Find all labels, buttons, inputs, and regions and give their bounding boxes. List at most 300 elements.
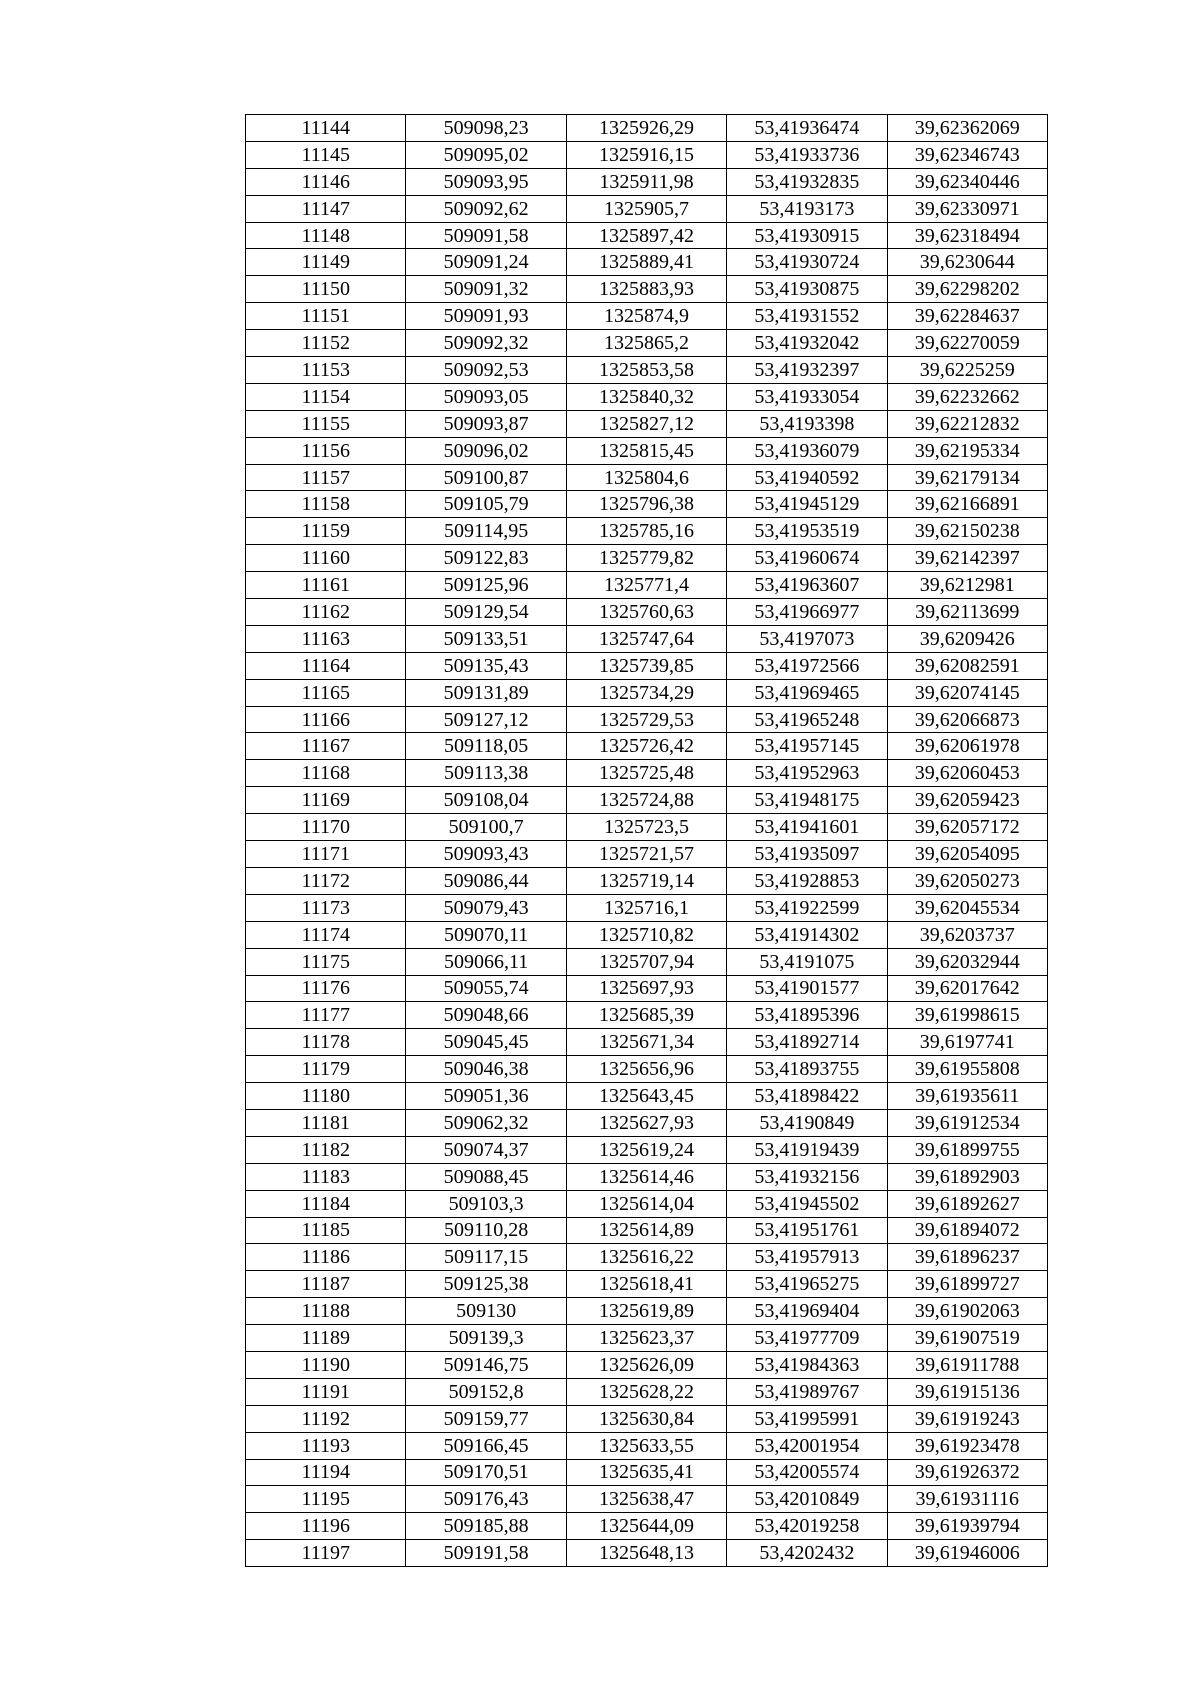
x-coordinate-cell: 509074,37 bbox=[406, 1136, 566, 1163]
latitude-cell: 53,41984363 bbox=[727, 1351, 887, 1378]
y-coordinate-cell: 1325796,38 bbox=[566, 491, 726, 518]
table-row bbox=[246, 410, 1048, 437]
y-coordinate-cell: 1325889,41 bbox=[566, 249, 726, 276]
point-number-cell: 11185 bbox=[246, 1217, 406, 1244]
y-coordinate-cell: 1325671,34 bbox=[566, 1029, 726, 1056]
x-coordinate-cell: 509105,79 bbox=[406, 491, 566, 518]
longitude-cell: 39,61923478 bbox=[887, 1432, 1047, 1459]
longitude-cell: 39,62142397 bbox=[887, 545, 1047, 572]
x-coordinate-cell: 509051,36 bbox=[406, 1083, 566, 1110]
table-row bbox=[246, 1351, 1048, 1378]
point-number-cell: 11172 bbox=[246, 867, 406, 894]
table-row bbox=[246, 1432, 1048, 1459]
y-coordinate-cell: 1325874,9 bbox=[566, 303, 726, 330]
y-coordinate-cell: 1325719,14 bbox=[566, 867, 726, 894]
longitude-cell: 39,62195334 bbox=[887, 437, 1047, 464]
x-coordinate-cell: 509114,95 bbox=[406, 518, 566, 545]
point-number-cell: 11157 bbox=[246, 464, 406, 491]
longitude-cell: 39,61899755 bbox=[887, 1136, 1047, 1163]
y-coordinate-cell: 1325633,55 bbox=[566, 1432, 726, 1459]
latitude-cell: 53,41948175 bbox=[727, 787, 887, 814]
y-coordinate-cell: 1325648,13 bbox=[566, 1540, 726, 1567]
point-number-cell: 11182 bbox=[246, 1136, 406, 1163]
latitude-cell: 53,41893755 bbox=[727, 1056, 887, 1083]
latitude-cell: 53,41960674 bbox=[727, 545, 887, 572]
table-row bbox=[246, 1136, 1048, 1163]
x-coordinate-cell: 509139,3 bbox=[406, 1325, 566, 1352]
y-coordinate-cell: 1325911,98 bbox=[566, 168, 726, 195]
table-row bbox=[246, 115, 1048, 142]
y-coordinate-cell: 1325643,45 bbox=[566, 1083, 726, 1110]
longitude-cell: 39,62362069 bbox=[887, 115, 1047, 142]
point-number-cell: 11189 bbox=[246, 1325, 406, 1352]
x-coordinate-cell: 509133,51 bbox=[406, 625, 566, 652]
x-coordinate-cell: 509130 bbox=[406, 1298, 566, 1325]
y-coordinate-cell: 1325635,41 bbox=[566, 1459, 726, 1486]
x-coordinate-cell: 509100,87 bbox=[406, 464, 566, 491]
y-coordinate-cell: 1325804,6 bbox=[566, 464, 726, 491]
table-row bbox=[246, 464, 1048, 491]
latitude-cell: 53,41977709 bbox=[727, 1325, 887, 1352]
latitude-cell: 53,41930875 bbox=[727, 276, 887, 303]
x-coordinate-cell: 509079,43 bbox=[406, 894, 566, 921]
table-row bbox=[246, 1002, 1048, 1029]
point-number-cell: 11181 bbox=[246, 1109, 406, 1136]
x-coordinate-cell: 509096,02 bbox=[406, 437, 566, 464]
longitude-cell: 39,62330971 bbox=[887, 195, 1047, 222]
latitude-cell: 53,41965248 bbox=[727, 706, 887, 733]
latitude-cell: 53,41931552 bbox=[727, 303, 887, 330]
x-coordinate-cell: 509086,44 bbox=[406, 867, 566, 894]
point-number-cell: 11148 bbox=[246, 222, 406, 249]
table-row bbox=[246, 1540, 1048, 1567]
point-number-cell: 11183 bbox=[246, 1163, 406, 1190]
point-number-cell: 11177 bbox=[246, 1002, 406, 1029]
longitude-cell: 39,62050273 bbox=[887, 867, 1047, 894]
latitude-cell: 53,41933054 bbox=[727, 383, 887, 410]
table-row bbox=[246, 599, 1048, 626]
x-coordinate-cell: 509091,24 bbox=[406, 249, 566, 276]
point-number-cell: 11174 bbox=[246, 921, 406, 948]
longitude-cell: 39,6230644 bbox=[887, 249, 1047, 276]
x-coordinate-cell: 509088,45 bbox=[406, 1163, 566, 1190]
y-coordinate-cell: 1325707,94 bbox=[566, 948, 726, 975]
latitude-cell: 53,41932156 bbox=[727, 1163, 887, 1190]
table-row bbox=[246, 841, 1048, 868]
latitude-cell: 53,41930724 bbox=[727, 249, 887, 276]
y-coordinate-cell: 1325697,93 bbox=[566, 975, 726, 1002]
longitude-cell: 39,62166891 bbox=[887, 491, 1047, 518]
y-coordinate-cell: 1325644,09 bbox=[566, 1513, 726, 1540]
y-coordinate-cell: 1325747,64 bbox=[566, 625, 726, 652]
longitude-cell: 39,62060453 bbox=[887, 760, 1047, 787]
y-coordinate-cell: 1325626,09 bbox=[566, 1351, 726, 1378]
table-row bbox=[246, 625, 1048, 652]
longitude-cell: 39,61939794 bbox=[887, 1513, 1047, 1540]
longitude-cell: 39,62318494 bbox=[887, 222, 1047, 249]
table-row bbox=[246, 249, 1048, 276]
x-coordinate-cell: 509176,43 bbox=[406, 1486, 566, 1513]
point-number-cell: 11147 bbox=[246, 195, 406, 222]
longitude-cell: 39,61915136 bbox=[887, 1378, 1047, 1405]
longitude-cell: 39,61935611 bbox=[887, 1083, 1047, 1110]
latitude-cell: 53,41901577 bbox=[727, 975, 887, 1002]
x-coordinate-cell: 509066,11 bbox=[406, 948, 566, 975]
point-number-cell: 11176 bbox=[246, 975, 406, 1002]
y-coordinate-cell: 1325840,32 bbox=[566, 383, 726, 410]
point-number-cell: 11187 bbox=[246, 1271, 406, 1298]
point-number-cell: 11190 bbox=[246, 1351, 406, 1378]
point-number-cell: 11153 bbox=[246, 357, 406, 384]
y-coordinate-cell: 1325785,16 bbox=[566, 518, 726, 545]
y-coordinate-cell: 1325618,41 bbox=[566, 1271, 726, 1298]
latitude-cell: 53,41922599 bbox=[727, 894, 887, 921]
x-coordinate-cell: 509091,32 bbox=[406, 276, 566, 303]
longitude-cell: 39,61899727 bbox=[887, 1271, 1047, 1298]
table-row bbox=[246, 1271, 1048, 1298]
longitude-cell: 39,6212981 bbox=[887, 572, 1047, 599]
point-number-cell: 11149 bbox=[246, 249, 406, 276]
coordinates-table-body bbox=[246, 115, 1048, 1567]
y-coordinate-cell: 1325729,53 bbox=[566, 706, 726, 733]
point-number-cell: 11155 bbox=[246, 410, 406, 437]
x-coordinate-cell: 509170,51 bbox=[406, 1459, 566, 1486]
table-row bbox=[246, 195, 1048, 222]
x-coordinate-cell: 509122,83 bbox=[406, 545, 566, 572]
point-number-cell: 11186 bbox=[246, 1244, 406, 1271]
longitude-cell: 39,62059423 bbox=[887, 787, 1047, 814]
y-coordinate-cell: 1325619,89 bbox=[566, 1298, 726, 1325]
x-coordinate-cell: 509152,8 bbox=[406, 1378, 566, 1405]
x-coordinate-cell: 509100,7 bbox=[406, 814, 566, 841]
table-row bbox=[246, 357, 1048, 384]
x-coordinate-cell: 509117,15 bbox=[406, 1244, 566, 1271]
longitude-cell: 39,61911788 bbox=[887, 1351, 1047, 1378]
table-row bbox=[246, 1378, 1048, 1405]
point-number-cell: 11166 bbox=[246, 706, 406, 733]
point-number-cell: 11165 bbox=[246, 679, 406, 706]
table-row bbox=[246, 679, 1048, 706]
y-coordinate-cell: 1325721,57 bbox=[566, 841, 726, 868]
longitude-cell: 39,62082591 bbox=[887, 652, 1047, 679]
latitude-cell: 53,41941601 bbox=[727, 814, 887, 841]
table-row bbox=[246, 141, 1048, 168]
table-row bbox=[246, 1298, 1048, 1325]
x-coordinate-cell: 509108,04 bbox=[406, 787, 566, 814]
table-row bbox=[246, 1109, 1048, 1136]
longitude-cell: 39,62054095 bbox=[887, 841, 1047, 868]
latitude-cell: 53,41936474 bbox=[727, 115, 887, 142]
point-number-cell: 11170 bbox=[246, 814, 406, 841]
latitude-cell: 53,41995991 bbox=[727, 1405, 887, 1432]
longitude-cell: 39,62061978 bbox=[887, 733, 1047, 760]
y-coordinate-cell: 1325638,47 bbox=[566, 1486, 726, 1513]
latitude-cell: 53,41969404 bbox=[727, 1298, 887, 1325]
point-number-cell: 11194 bbox=[246, 1459, 406, 1486]
latitude-cell: 53,42019258 bbox=[727, 1513, 887, 1540]
y-coordinate-cell: 1325685,39 bbox=[566, 1002, 726, 1029]
table-row bbox=[246, 975, 1048, 1002]
latitude-cell: 53,41898422 bbox=[727, 1083, 887, 1110]
point-number-cell: 11150 bbox=[246, 276, 406, 303]
y-coordinate-cell: 1325916,15 bbox=[566, 141, 726, 168]
x-coordinate-cell: 509135,43 bbox=[406, 652, 566, 679]
y-coordinate-cell: 1325723,5 bbox=[566, 814, 726, 841]
latitude-cell: 53,41972566 bbox=[727, 652, 887, 679]
point-number-cell: 11144 bbox=[246, 115, 406, 142]
y-coordinate-cell: 1325905,7 bbox=[566, 195, 726, 222]
x-coordinate-cell: 509092,32 bbox=[406, 330, 566, 357]
table-row bbox=[246, 1163, 1048, 1190]
longitude-cell: 39,61902063 bbox=[887, 1298, 1047, 1325]
x-coordinate-cell: 509127,12 bbox=[406, 706, 566, 733]
point-number-cell: 11152 bbox=[246, 330, 406, 357]
y-coordinate-cell: 1325716,1 bbox=[566, 894, 726, 921]
point-number-cell: 11195 bbox=[246, 1486, 406, 1513]
table-row bbox=[246, 330, 1048, 357]
point-number-cell: 11154 bbox=[246, 383, 406, 410]
latitude-cell: 53,4197073 bbox=[727, 625, 887, 652]
table-row bbox=[246, 518, 1048, 545]
point-number-cell: 11167 bbox=[246, 733, 406, 760]
x-coordinate-cell: 509055,74 bbox=[406, 975, 566, 1002]
longitude-cell: 39,61998615 bbox=[887, 1002, 1047, 1029]
table-row bbox=[246, 1190, 1048, 1217]
latitude-cell: 53,41989767 bbox=[727, 1378, 887, 1405]
y-coordinate-cell: 1325779,82 bbox=[566, 545, 726, 572]
table-row bbox=[246, 652, 1048, 679]
y-coordinate-cell: 1325739,85 bbox=[566, 652, 726, 679]
latitude-cell: 53,41957913 bbox=[727, 1244, 887, 1271]
table-row bbox=[246, 1217, 1048, 1244]
longitude-cell: 39,62179134 bbox=[887, 464, 1047, 491]
y-coordinate-cell: 1325656,96 bbox=[566, 1056, 726, 1083]
point-number-cell: 11171 bbox=[246, 841, 406, 868]
y-coordinate-cell: 1325725,48 bbox=[566, 760, 726, 787]
latitude-cell: 53,41945502 bbox=[727, 1190, 887, 1217]
longitude-cell: 39,62017642 bbox=[887, 975, 1047, 1002]
x-coordinate-cell: 509146,75 bbox=[406, 1351, 566, 1378]
table-row bbox=[246, 1486, 1048, 1513]
longitude-cell: 39,62113699 bbox=[887, 599, 1047, 626]
y-coordinate-cell: 1325815,45 bbox=[566, 437, 726, 464]
point-number-cell: 11184 bbox=[246, 1190, 406, 1217]
table-row bbox=[246, 1244, 1048, 1271]
longitude-cell: 39,61894072 bbox=[887, 1217, 1047, 1244]
x-coordinate-cell: 509098,23 bbox=[406, 115, 566, 142]
point-number-cell: 11160 bbox=[246, 545, 406, 572]
latitude-cell: 53,42010849 bbox=[727, 1486, 887, 1513]
table-row bbox=[246, 1083, 1048, 1110]
x-coordinate-cell: 509046,38 bbox=[406, 1056, 566, 1083]
latitude-cell: 53,4191075 bbox=[727, 948, 887, 975]
x-coordinate-cell: 509092,53 bbox=[406, 357, 566, 384]
longitude-cell: 39,61955808 bbox=[887, 1056, 1047, 1083]
table-row bbox=[246, 1459, 1048, 1486]
longitude-cell: 39,62074145 bbox=[887, 679, 1047, 706]
y-coordinate-cell: 1325614,46 bbox=[566, 1163, 726, 1190]
table-row bbox=[246, 787, 1048, 814]
latitude-cell: 53,41928853 bbox=[727, 867, 887, 894]
latitude-cell: 53,41932397 bbox=[727, 357, 887, 384]
latitude-cell: 53,41953519 bbox=[727, 518, 887, 545]
latitude-cell: 53,41892714 bbox=[727, 1029, 887, 1056]
y-coordinate-cell: 1325627,93 bbox=[566, 1109, 726, 1136]
point-number-cell: 11191 bbox=[246, 1378, 406, 1405]
table-row bbox=[246, 1405, 1048, 1432]
longitude-cell: 39,6209426 bbox=[887, 625, 1047, 652]
x-coordinate-cell: 509091,58 bbox=[406, 222, 566, 249]
longitude-cell: 39,6197741 bbox=[887, 1029, 1047, 1056]
longitude-cell: 39,61912534 bbox=[887, 1109, 1047, 1136]
x-coordinate-cell: 509113,38 bbox=[406, 760, 566, 787]
y-coordinate-cell: 1325853,58 bbox=[566, 357, 726, 384]
x-coordinate-cell: 509125,96 bbox=[406, 572, 566, 599]
x-coordinate-cell: 509131,89 bbox=[406, 679, 566, 706]
longitude-cell: 39,61892627 bbox=[887, 1190, 1047, 1217]
table-row bbox=[246, 921, 1048, 948]
table-row bbox=[246, 706, 1048, 733]
y-coordinate-cell: 1325710,82 bbox=[566, 921, 726, 948]
x-coordinate-cell: 509129,54 bbox=[406, 599, 566, 626]
latitude-cell: 53,41969465 bbox=[727, 679, 887, 706]
x-coordinate-cell: 509103,3 bbox=[406, 1190, 566, 1217]
longitude-cell: 39,62032944 bbox=[887, 948, 1047, 975]
x-coordinate-cell: 509092,62 bbox=[406, 195, 566, 222]
latitude-cell: 53,41966977 bbox=[727, 599, 887, 626]
x-coordinate-cell: 509091,93 bbox=[406, 303, 566, 330]
x-coordinate-cell: 509045,45 bbox=[406, 1029, 566, 1056]
longitude-cell: 39,62066873 bbox=[887, 706, 1047, 733]
latitude-cell: 53,41914302 bbox=[727, 921, 887, 948]
x-coordinate-cell: 509093,87 bbox=[406, 410, 566, 437]
latitude-cell: 53,42001954 bbox=[727, 1432, 887, 1459]
x-coordinate-cell: 509125,38 bbox=[406, 1271, 566, 1298]
table-row bbox=[246, 276, 1048, 303]
longitude-cell: 39,62298202 bbox=[887, 276, 1047, 303]
latitude-cell: 53,41932042 bbox=[727, 330, 887, 357]
point-number-cell: 11179 bbox=[246, 1056, 406, 1083]
latitude-cell: 53,4193398 bbox=[727, 410, 887, 437]
latitude-cell: 53,41932835 bbox=[727, 168, 887, 195]
latitude-cell: 53,4190849 bbox=[727, 1109, 887, 1136]
longitude-cell: 39,62057172 bbox=[887, 814, 1047, 841]
latitude-cell: 53,41957145 bbox=[727, 733, 887, 760]
y-coordinate-cell: 1325897,42 bbox=[566, 222, 726, 249]
latitude-cell: 53,4193173 bbox=[727, 195, 887, 222]
x-coordinate-cell: 509062,32 bbox=[406, 1109, 566, 1136]
table-row bbox=[246, 948, 1048, 975]
table-row bbox=[246, 894, 1048, 921]
longitude-cell: 39,62284637 bbox=[887, 303, 1047, 330]
y-coordinate-cell: 1325865,2 bbox=[566, 330, 726, 357]
y-coordinate-cell: 1325734,29 bbox=[566, 679, 726, 706]
point-number-cell: 11145 bbox=[246, 141, 406, 168]
point-number-cell: 11162 bbox=[246, 599, 406, 626]
longitude-cell: 39,62212832 bbox=[887, 410, 1047, 437]
y-coordinate-cell: 1325760,63 bbox=[566, 599, 726, 626]
x-coordinate-cell: 509191,58 bbox=[406, 1540, 566, 1567]
point-number-cell: 11169 bbox=[246, 787, 406, 814]
y-coordinate-cell: 1325726,42 bbox=[566, 733, 726, 760]
point-number-cell: 11175 bbox=[246, 948, 406, 975]
y-coordinate-cell: 1325628,22 bbox=[566, 1378, 726, 1405]
latitude-cell: 53,41933736 bbox=[727, 141, 887, 168]
y-coordinate-cell: 1325630,84 bbox=[566, 1405, 726, 1432]
x-coordinate-cell: 509185,88 bbox=[406, 1513, 566, 1540]
table-row bbox=[246, 303, 1048, 330]
longitude-cell: 39,62340446 bbox=[887, 168, 1047, 195]
x-coordinate-cell: 509118,05 bbox=[406, 733, 566, 760]
latitude-cell: 53,41935097 bbox=[727, 841, 887, 868]
y-coordinate-cell: 1325724,88 bbox=[566, 787, 726, 814]
longitude-cell: 39,62346743 bbox=[887, 141, 1047, 168]
latitude-cell: 53,4202432 bbox=[727, 1540, 887, 1567]
latitude-cell: 53,41945129 bbox=[727, 491, 887, 518]
longitude-cell: 39,61931116 bbox=[887, 1486, 1047, 1513]
point-number-cell: 11156 bbox=[246, 437, 406, 464]
y-coordinate-cell: 1325883,93 bbox=[566, 276, 726, 303]
x-coordinate-cell: 509093,95 bbox=[406, 168, 566, 195]
point-number-cell: 11193 bbox=[246, 1432, 406, 1459]
y-coordinate-cell: 1325926,29 bbox=[566, 115, 726, 142]
table-row bbox=[246, 545, 1048, 572]
longitude-cell: 39,61892903 bbox=[887, 1163, 1047, 1190]
point-number-cell: 11197 bbox=[246, 1540, 406, 1567]
y-coordinate-cell: 1325827,12 bbox=[566, 410, 726, 437]
point-number-cell: 11159 bbox=[246, 518, 406, 545]
table-row bbox=[246, 814, 1048, 841]
x-coordinate-cell: 509166,45 bbox=[406, 1432, 566, 1459]
table-row bbox=[246, 760, 1048, 787]
table-row bbox=[246, 222, 1048, 249]
latitude-cell: 53,41951761 bbox=[727, 1217, 887, 1244]
table-row bbox=[246, 437, 1048, 464]
longitude-cell: 39,61946006 bbox=[887, 1540, 1047, 1567]
point-number-cell: 11146 bbox=[246, 168, 406, 195]
table-row bbox=[246, 733, 1048, 760]
table-row bbox=[246, 1029, 1048, 1056]
x-coordinate-cell: 509070,11 bbox=[406, 921, 566, 948]
x-coordinate-cell: 509159,77 bbox=[406, 1405, 566, 1432]
x-coordinate-cell: 509048,66 bbox=[406, 1002, 566, 1029]
table-row bbox=[246, 383, 1048, 410]
table-row bbox=[246, 491, 1048, 518]
latitude-cell: 53,42005574 bbox=[727, 1459, 887, 1486]
longitude-cell: 39,61896237 bbox=[887, 1244, 1047, 1271]
y-coordinate-cell: 1325614,04 bbox=[566, 1190, 726, 1217]
point-number-cell: 11164 bbox=[246, 652, 406, 679]
y-coordinate-cell: 1325619,24 bbox=[566, 1136, 726, 1163]
latitude-cell: 53,41936079 bbox=[727, 437, 887, 464]
point-number-cell: 11196 bbox=[246, 1513, 406, 1540]
table-row bbox=[246, 572, 1048, 599]
longitude-cell: 39,62270059 bbox=[887, 330, 1047, 357]
latitude-cell: 53,41919439 bbox=[727, 1136, 887, 1163]
y-coordinate-cell: 1325771,4 bbox=[566, 572, 726, 599]
table-row bbox=[246, 1513, 1048, 1540]
x-coordinate-cell: 509093,43 bbox=[406, 841, 566, 868]
latitude-cell: 53,41930915 bbox=[727, 222, 887, 249]
x-coordinate-cell: 509110,28 bbox=[406, 1217, 566, 1244]
table-row bbox=[246, 867, 1048, 894]
longitude-cell: 39,62232662 bbox=[887, 383, 1047, 410]
point-number-cell: 11178 bbox=[246, 1029, 406, 1056]
table-row bbox=[246, 168, 1048, 195]
point-number-cell: 11180 bbox=[246, 1083, 406, 1110]
point-number-cell: 11173 bbox=[246, 894, 406, 921]
y-coordinate-cell: 1325614,89 bbox=[566, 1217, 726, 1244]
